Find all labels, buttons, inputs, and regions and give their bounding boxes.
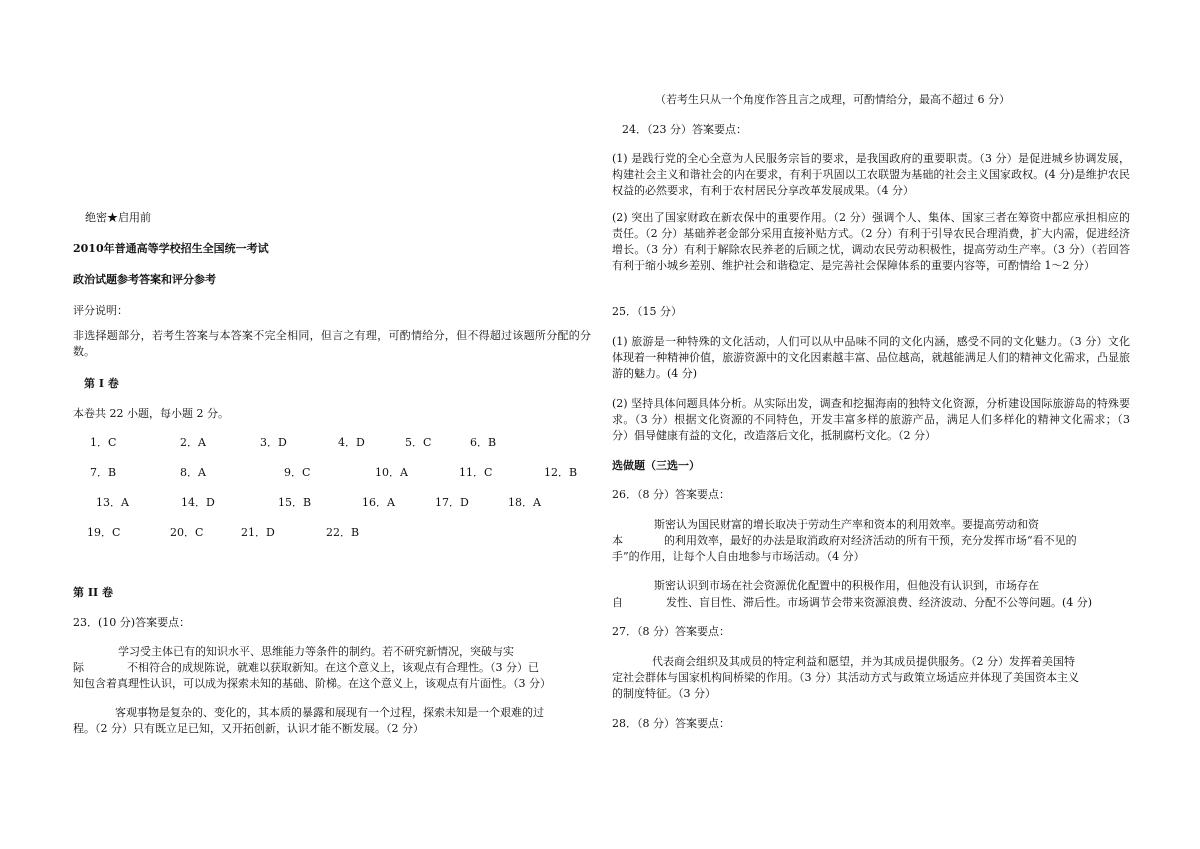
answer-item: 18．A (508, 496, 541, 509)
q27-heading: 27．（8 分）答案要点： (612, 625, 730, 638)
answer-item: 1．C (90, 436, 117, 449)
eval-label: 评分说明： (73, 304, 128, 317)
part1-note: 本卷共 22 小题，每小题 2 分。 (73, 407, 229, 420)
answer-item: 20．C (170, 526, 204, 539)
q23-text-line: 客观事物是复杂的、变化的，其本质的暴露和展现有一个过程，探索未知是一个艰难的过 (115, 706, 544, 719)
secret-label: 绝密★启用前 (85, 211, 151, 224)
answer-item: 10．A (375, 466, 408, 479)
q25-heading: 25．（15 分） (612, 305, 682, 318)
q26-text-line: 斯密认识到市场在社会资源优化配置中的积极作用，但他没有认识到，市场存在 (654, 579, 1039, 592)
q23-text-line: 程。（2 分）只有既立足已知，又开拓创新，认识才能不断发展。（2 分） (73, 722, 424, 735)
q27-text-line: 的制度特征。（3 分） (612, 687, 716, 700)
q26-text-line: 本 (612, 534, 623, 547)
answer-item: 13．A (96, 496, 129, 509)
answer-item: 11．C (459, 466, 493, 479)
answers-row (73, 495, 593, 511)
answer-item: 2．A (180, 436, 206, 449)
answer-item: 9．C (284, 466, 311, 479)
answer-item: 4．D (338, 436, 365, 449)
part1-title: 第 I 卷 (84, 377, 119, 390)
q23-text-line: 知包含着真理性认识，可以成为探索未知的基础、阶梯。在这个意义上，该观点有片面性。（3 分） (73, 677, 551, 690)
q26-text-line: 发性、盲目性、滞后性。市场调节会带来资源浪费、经济波动、分配不公等问题。(4 分) (666, 596, 1093, 609)
q26-text-line: 手”的作用，让每个人自由地参与市场活动。（4 分） (612, 550, 865, 563)
answer-item: 22．B (326, 526, 360, 539)
answer-item: 14．D (181, 496, 215, 509)
q23-text-line: 际 (73, 661, 84, 674)
q24-heading: 24．（23 分）答案要点： (622, 123, 747, 136)
answers-row (73, 525, 593, 541)
answer-item: 21．D (241, 526, 275, 539)
q24-point-2: (2) 突出了国家财政在新农保中的重要作用。（2 分）强调个人、集体、国家三者在筹资中都应承担相应的责任。（2 分）基础养老金部分采用直接补贴方式。（2 分）有利于引导农民合理消费，扩大内需，促进经济增长。（3 分）有利于解除农民养老的后顾之忧，调动农民劳动积极性，提高劳动生产率。（3 分）（若回答有利于缩小城乡差别、维护社会和谐稳定、是完善社会保障体系的重要内容等，可酌情给 1～2 分） (612, 211, 1130, 272)
elective-title: 选做题（三选一） (612, 459, 700, 472)
answer-item: 6．B (470, 436, 497, 449)
doc-title: 政治试题参考答案和评分参考 (73, 273, 216, 286)
answer-item: 17．D (435, 496, 469, 509)
note-top: （若考生只从一个角度作答且言之成理，可酌情给分，最高不超过 6 分） (655, 93, 1010, 106)
answer-item: 12．B (544, 466, 578, 479)
answer-item: 5．C (405, 436, 432, 449)
part2-title: 第 II 卷 (73, 586, 113, 599)
q28-heading: 28．（8 分）答案要点： (612, 717, 730, 730)
answer-item: 8．A (180, 466, 206, 479)
answer-item: 7．B (90, 466, 117, 479)
q27-text-line: 代表商会组织及其成员的特定利益和愿望，并为其成员提供服务。（2 分）发挥着美国特 (652, 655, 1075, 668)
answers-row (73, 465, 593, 481)
answer-item: 15．B (278, 496, 312, 509)
answers-row (73, 435, 593, 451)
q25-point-1: (1) 旅游是一种特殊的文化活动，人们可以从中品味不同的文化内涵，感受不同的文化魅力。（3 分）文化体现着一种精神价值，旅游资源中的文化因素越丰富、品位越高，就越能满足人们的精神文化需求，凸显旅游的魅力。(4 分) (612, 335, 1130, 380)
answer-item: 3．D (260, 436, 287, 449)
q23-heading: 23．(10 分)答案要点： (73, 616, 191, 629)
q27-text-line: 定社会群体与国家机构间桥梁的作用。（3 分）其活动方式与政策立场适应并体现了美国资本主义 (612, 671, 1079, 684)
q26-text-line: 自 (612, 596, 623, 609)
q26-heading: 26．（8 分）答案要点： (612, 488, 730, 501)
q26-text-line: 斯密认为国民财富的增长取决于劳动生产率和资本的利用效率。要提高劳动和资 (654, 518, 1039, 531)
exam-title: 2010年普通高等学校招生全国统一考试 (73, 242, 269, 255)
q26-text-line: 的利用效率，最好的办法是取消政府对经济活动的所有干预，充分发挥市场“看不见的 (664, 534, 1077, 547)
eval-text: 非选择题部分，若考生答案与本答案不完全相同，但言之有理，可酌情给分，但不得超过该题所分配的分数。 (73, 329, 591, 358)
answer-item: 19．C (87, 526, 121, 539)
q25-point-2: (2) 坚持具体问题具体分析。从实际出发，调查和挖掘海南的独特文化资源，分析建设国际旅游岛的特殊要求。（3 分）根据文化资源的不同特色，开发丰富多样的旅游产品，满足人们多样化的精神文化需求；（3 分）倡导健康有益的文化，改造落后文化，抵制腐朽文化。（2 分） (612, 397, 1130, 442)
q23-text-line: 学习受主体已有的知识水平、思维能力等条件的制约。若不研究新情况，突破与实 (118, 645, 514, 658)
q23-text-line: 不相符合的成规陈说，就难以获取新知。在这个意义上，该观点有合理性。（3 分）已 (127, 661, 539, 674)
q24-point-1: (1) 是践行党的全心全意为人民服务宗旨的要求，是我国政府的重要职责。（3 分）是促进城乡协调发展，构建社会主义和谐社会的内在要求，有利于巩固以工农联盟为基础的社会主义国家政权。(4 分)是维护农民权益的必然要求，有利于农村居民分享改革发展成果。（4 分） (612, 152, 1130, 197)
answer-item: 16．A (362, 496, 395, 509)
